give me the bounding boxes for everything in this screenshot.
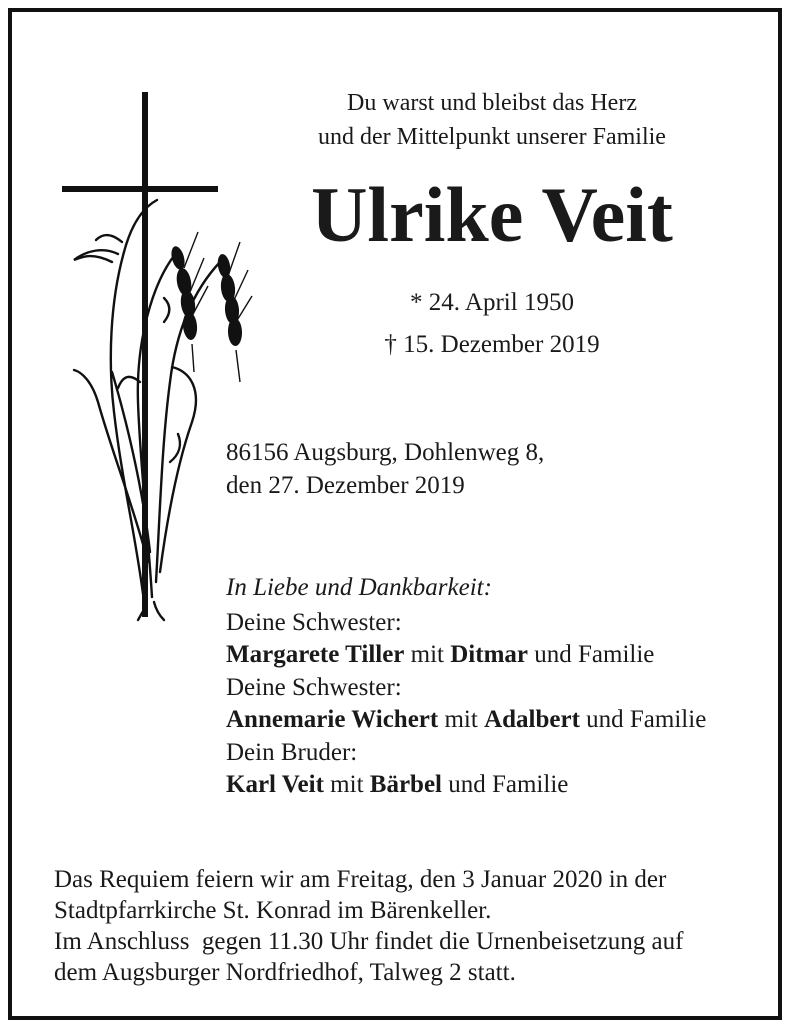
service-line-4: dem Augsburger Nordfriedhof, Talweg 2 statt. [54,959,516,986]
connector: mit [444,706,478,733]
family-suffix: und Familie [586,706,707,733]
notice-date: den 27. Dezember 2019 [226,472,465,499]
mourner-entry [226,704,766,737]
death-date: † 15. Dezember 2019 [384,331,600,358]
mourner-name: Karl Veit [226,771,324,798]
service-line-1: Das Requiem feiern wir am Freitag, den 3 Januar 2020 in der [54,866,667,893]
partner-name: Ditmar [450,641,528,668]
connector: mit [330,771,364,798]
mourner-name: Annemarie Wichert [226,706,439,733]
relation-label: Dein Bruder: [226,738,358,766]
connector: mit [410,641,444,668]
mourner-entry [226,769,766,802]
relation-label: Deine Schwester: [226,673,402,701]
address-block [226,436,706,502]
verse [282,86,702,154]
address-line: 86156 Augsburg, Dohlenweg 8, [226,439,545,466]
service-info [54,864,774,988]
partner-name: Bärbel [369,771,442,798]
mourners-list [226,572,766,802]
verse-line-2: und der Mittelpunkt unserer Familie [318,124,666,150]
verse-line-1: Du warst und bleibst das Herz [347,90,637,116]
cross-with-wheat-icon [52,82,262,622]
obituary-notice [8,8,782,1020]
family-suffix: und Familie [448,771,569,798]
mourner-entry [226,639,766,672]
service-line-2: Stadtpfarrkirche St. Konrad im Bärenkeller. [54,897,492,924]
mourners-intro: In Liebe und Dankbarkeit: [226,574,492,601]
partner-name: Adalbert [484,706,580,733]
service-line-3: Im Anschluss gegen 11.30 Uhr findet die Urnenbeisetzung auf [54,928,684,955]
mourner-name: Margarete Tiller [226,641,405,668]
family-suffix: und Familie [534,641,655,668]
life-dates [312,282,672,366]
deceased-name: Ulrike Veit [311,171,673,258]
relation-label: Deine Schwester: [226,608,402,636]
birth-date: * 24. April 1950 [410,289,574,316]
